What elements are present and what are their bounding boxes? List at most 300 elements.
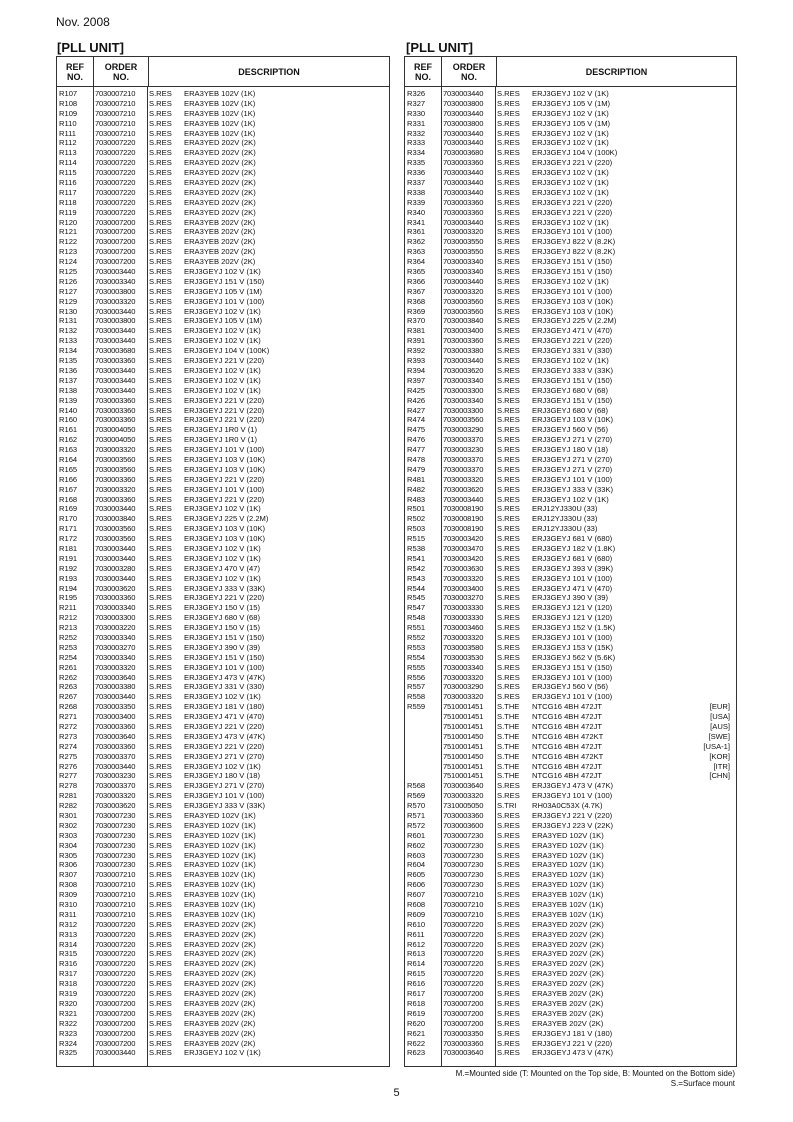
part-type-cell: S.RES: [149, 642, 172, 652]
ref-no-cell: R324: [59, 1038, 78, 1048]
region-cell: [343, 326, 389, 336]
ref-no-cell: R381: [407, 326, 426, 336]
table-row: [57, 415, 389, 425]
order-no-cell: 7030007210: [443, 890, 484, 900]
order-no-cell: 7030007210: [95, 89, 136, 98]
description-cell: ERJ3GEYJ 101 V (100): [184, 445, 265, 455]
ref-no-cell: R618: [407, 998, 426, 1008]
description-cell: ERJ3GEYJ 103 V (10K): [532, 296, 614, 306]
part-type-cell: S.RES: [497, 336, 520, 346]
region-cell: [343, 663, 389, 673]
part-type-cell: S.RES: [149, 692, 172, 702]
part-type-cell: S.RES: [497, 989, 520, 999]
part-type-cell: S.RES: [497, 543, 520, 553]
order-no-cell: 7030003620: [95, 801, 136, 811]
col-ref-header: [405, 57, 442, 86]
ref-no-cell: R213: [59, 623, 78, 633]
region-cell: [343, 336, 389, 346]
order-no-cell: 7030003330: [443, 613, 484, 623]
region-cell: [690, 524, 736, 534]
region-cell: [343, 831, 389, 841]
table-row: [57, 99, 389, 109]
ref-no-cell: R541: [407, 553, 426, 563]
table-row: [405, 435, 736, 445]
order-no-cell: 7030003800: [95, 316, 136, 326]
description-cell: ERA3YED 202V (2K): [184, 178, 256, 188]
region-cell: [343, 198, 389, 208]
order-no-cell: 7030007200: [95, 217, 136, 227]
part-type-cell: S.RES: [149, 850, 172, 860]
description-cell: ERA3YEB 202V (2K): [184, 998, 256, 1008]
region-cell: [690, 188, 736, 198]
table-row: [405, 791, 736, 801]
description-cell: ERA3YEB 202V (2K): [532, 989, 604, 999]
order-no-cell: 7510001451: [443, 761, 484, 771]
part-type-cell: S.RES: [497, 168, 520, 178]
region-cell: [343, 791, 389, 801]
description-cell: ERJ3GEYJ 151 V (150): [184, 652, 265, 662]
ref-no-cell: R160: [59, 415, 78, 425]
part-type-cell: S.RES: [149, 811, 172, 821]
table-row: [57, 435, 389, 445]
order-no-cell: 7030007220: [95, 989, 136, 999]
surface-mount-note: S.=Surface mount: [670, 1079, 735, 1088]
table-row: [57, 158, 389, 168]
part-type-cell: S.RES: [497, 464, 520, 474]
part-type-cell: S.RES: [149, 524, 172, 534]
description-cell: ERJ3GEYJ 150 V (15): [184, 603, 260, 613]
ref-no-cell: R172: [59, 534, 78, 544]
description-cell: ERJ3GEYJ 104 V (100K): [532, 148, 618, 158]
description-cell: ERA3YED 202V (2K): [184, 929, 256, 939]
description-cell: ERJ3GEYJ 103 V (10K): [532, 415, 614, 425]
region-cell: [343, 356, 389, 366]
description-cell: ERJ3GEYJ 221 V (220): [184, 415, 265, 425]
table-row: [405, 841, 736, 851]
description-cell: ERJ3GEYJ 221 V (220): [532, 207, 613, 217]
table-row: [57, 316, 389, 326]
order-no-cell: 7030007200: [443, 989, 484, 999]
ref-no-cell: R116: [59, 178, 77, 188]
part-type-cell: S.RES: [149, 405, 172, 415]
region-cell: [690, 267, 736, 277]
description-cell: ERA3YED 202V (2K): [184, 187, 256, 197]
region-cell: [343, 178, 389, 188]
ref-no-cell: R605: [407, 870, 426, 880]
table-row: [57, 198, 389, 208]
part-type-cell: S.RES: [149, 276, 172, 286]
ref-no-cell: R308: [59, 880, 78, 890]
part-type-cell: S.RES: [149, 445, 172, 455]
description-cell: ERJ3GEYJ 473 V (47K): [532, 781, 614, 791]
region-cell: [343, 534, 389, 544]
region-cell: [343, 455, 389, 465]
ref-no-cell: R139: [59, 395, 78, 405]
region-cell: [343, 732, 389, 742]
order-no-cell: 7030007200: [443, 1018, 484, 1028]
ref-no-cell: R339: [407, 197, 426, 207]
region-cell: [USA]: [710, 712, 730, 722]
region-cell: [343, 801, 389, 811]
table-row: [57, 801, 389, 811]
table-row: [57, 722, 389, 732]
table-row: [405, 663, 736, 673]
order-no-cell: 7030003320: [443, 573, 484, 583]
description-cell: ERA3YEB 102V (1K): [184, 909, 256, 919]
table-row: [57, 702, 389, 712]
footer-notes: [456, 1069, 735, 1089]
order-no-cell: 7030007220: [95, 929, 136, 939]
region-cell: [343, 1048, 389, 1058]
table-row: [57, 247, 389, 257]
region-cell: [343, 109, 389, 119]
part-type-cell: S.RES: [149, 702, 172, 712]
ref-no-cell: R123: [59, 247, 78, 257]
ref-no-cell: R315: [59, 949, 78, 959]
description-cell: ERA3YEB 102V (1K): [184, 118, 256, 128]
region-cell: [690, 633, 736, 643]
region-cell: [343, 870, 389, 880]
part-type-cell: S.RES: [149, 464, 172, 474]
col-ref-header: [57, 57, 94, 86]
order-no-cell: 7030003360: [95, 593, 136, 603]
order-no-cell: 7030003320: [443, 672, 484, 682]
description-cell: ERJ3GEYJ 102 V (1K): [532, 128, 609, 138]
table-row: [405, 297, 736, 307]
description-cell: ERA3YEB 202V (2K): [184, 217, 256, 227]
part-type-cell: S.RES: [497, 919, 520, 929]
order-no-cell: 7030003440: [443, 217, 484, 227]
order-no-cell: 7030003320: [443, 474, 484, 484]
part-type-cell: S.RES: [497, 998, 520, 1008]
order-no-cell: 7030003270: [95, 642, 136, 652]
ref-no-cell: R126: [59, 276, 78, 286]
order-no-cell: 7030007220: [95, 939, 136, 949]
description-cell: ERJ3GEYJ 102 V (1K): [532, 108, 609, 118]
ref-no-cell: R316: [59, 959, 78, 969]
ref-no-cell: R306: [59, 860, 78, 870]
description-cell: ERJ3GEYJ 225 V (2.2M): [532, 316, 617, 326]
part-type-cell: S.RES: [149, 108, 172, 118]
order-no-cell: 7030007220: [443, 929, 484, 939]
region-cell: [EUR]: [709, 702, 730, 712]
order-no-cell: 7030003340: [95, 276, 136, 286]
ref-no-cell: R108: [59, 98, 78, 108]
region-cell: [690, 860, 736, 870]
part-type-cell: S.RES: [497, 860, 520, 870]
region-cell: [690, 910, 736, 920]
region-cell: [343, 564, 389, 574]
table-row: [57, 593, 389, 603]
description-cell: ERJ3GEYJ 103 V (10K): [532, 306, 614, 316]
table-row: [57, 564, 389, 574]
description-cell: ERJ3GEYJ 101 V (100): [532, 227, 613, 237]
region-cell: [690, 307, 736, 317]
region-cell: [343, 653, 389, 663]
region-cell: [690, 346, 736, 356]
order-no-cell: 7510001451: [443, 702, 484, 712]
mounted-side-note: M.=Mounted side (T: Mounted on the Top side, B: Mounted on the Bottom side): [455, 1069, 735, 1078]
description-cell: ERA3YED 202V (2K): [184, 207, 256, 217]
ref-no-cell: R311: [59, 909, 77, 919]
ref-no-cell: R317: [59, 969, 78, 979]
description-cell: ERA3YED 102V (1K): [184, 820, 256, 830]
part-type-cell: S.RES: [149, 1028, 172, 1038]
part-type-cell: S.RES: [497, 98, 520, 108]
region-cell: [343, 821, 389, 831]
order-no-cell: 7030007200: [95, 1038, 136, 1048]
part-type-cell: S.RES: [149, 652, 172, 662]
order-no-cell: 7030003440: [443, 187, 484, 197]
region-cell: [690, 475, 736, 485]
order-no-cell: 7030003220: [95, 623, 136, 633]
order-no-cell: 7030003630: [443, 563, 484, 573]
description-cell: ERJ3GEYJ 101 V (100): [184, 296, 265, 306]
ref-no-cell: R169: [59, 504, 78, 514]
table-row: [405, 208, 736, 218]
region-cell: [690, 870, 736, 880]
description-cell: ERJ3GEYJ 221 V (220): [184, 741, 265, 751]
order-no-cell: 7510001450: [443, 731, 484, 741]
ref-no-cell: R335: [407, 158, 426, 168]
part-type-cell: S.RES: [497, 494, 520, 504]
part-type-cell: S.RES: [497, 326, 520, 336]
description-cell: ERJ3GEYJ 102 V (1K): [532, 168, 609, 178]
description-cell: ERA3YEB 102V (1K): [532, 900, 604, 910]
ref-no-cell: R171: [59, 524, 78, 534]
region-cell: [343, 702, 389, 712]
table-row: [405, 247, 736, 257]
description-cell: ERA3YEB 202V (2K): [184, 237, 256, 247]
ref-no-cell: R263: [59, 682, 78, 692]
part-type-cell: S.RES: [149, 751, 172, 761]
description-cell: ERJ3GEYJ 102 V (1K): [184, 306, 261, 316]
order-no-cell: 7030003370: [443, 435, 484, 445]
part-type-cell: S.RES: [149, 138, 172, 148]
ref-no-cell: R277: [59, 771, 78, 781]
region-cell: [343, 396, 389, 406]
part-type-cell: S.RES: [149, 791, 172, 801]
table-row: [405, 880, 736, 890]
ref-no-cell: R568: [407, 781, 426, 791]
order-no-cell: 7030003440: [95, 306, 136, 316]
table-row: [405, 475, 736, 485]
part-type-cell: S.RES: [149, 573, 172, 583]
table-row: [57, 534, 389, 544]
part-type-cell: S.THE: [497, 741, 520, 751]
ref-no-cell: R307: [59, 870, 78, 880]
order-no-cell: 7030003560: [95, 524, 136, 534]
table-row: [405, 396, 736, 406]
col-order-label: ORDER NO.: [452, 61, 486, 82]
order-no-cell: 7030003360: [95, 722, 136, 731]
table-row: [405, 979, 736, 989]
part-type-cell: S.RES: [497, 830, 520, 840]
part-type-cell: S.RES: [149, 267, 172, 277]
ref-no-cell: R611: [407, 929, 425, 939]
region-cell: [343, 1009, 389, 1019]
region-cell: [690, 791, 736, 801]
part-type-cell: S.RES: [497, 939, 520, 949]
description-cell: ERJ3GEYJ 271 V (270): [532, 435, 613, 445]
order-no-cell: 7030003360: [443, 197, 484, 207]
part-type-cell: S.RES: [497, 1048, 520, 1058]
ref-no-cell: R553: [407, 642, 426, 652]
order-no-cell: 7030007200: [443, 998, 484, 1008]
part-type-cell: S.RES: [497, 692, 520, 702]
order-no-cell: 7030003300: [95, 613, 136, 623]
region-cell: [690, 158, 736, 168]
region-cell: [343, 613, 389, 623]
description-cell: ERJ3GEYJ 221 V (220): [184, 356, 265, 366]
order-no-cell: 7030003300: [443, 405, 484, 415]
table-row: [405, 603, 736, 613]
region-cell: [343, 959, 389, 969]
description-cell: ERA3YEB 202V (2K): [184, 1028, 256, 1038]
region-cell: [343, 930, 389, 940]
ref-no-cell: R333: [407, 138, 426, 148]
table-row: [57, 732, 389, 742]
part-type-cell: S.RES: [149, 237, 172, 247]
description-cell: ERA3YEB 202V (2K): [184, 1008, 256, 1018]
region-cell: [690, 504, 736, 514]
region-cell: [690, 1029, 736, 1039]
region-cell: [343, 406, 389, 416]
ref-no-cell: R135: [59, 356, 78, 366]
region-cell: [343, 593, 389, 603]
ref-no-cell: R545: [407, 593, 426, 603]
region-cell: [690, 564, 736, 574]
description-cell: ERA3YED 102V (1K): [184, 850, 256, 860]
order-no-cell: 7030003370: [95, 781, 136, 791]
region-cell: [343, 435, 389, 445]
description-cell: ERJ3GEYJ 151 V (150): [532, 395, 613, 405]
ref-no-cell: R325: [59, 1048, 78, 1058]
part-type-cell: S.RES: [149, 632, 172, 642]
ref-no-cell: R330: [407, 108, 426, 118]
ref-no-cell: R616: [407, 979, 426, 989]
table-row: [57, 237, 389, 247]
order-no-cell: 7030003560: [95, 454, 136, 464]
part-type-cell: S.RES: [149, 385, 172, 395]
region-cell: [SWE]: [708, 731, 730, 741]
region-cell: [690, 959, 736, 969]
ref-no-cell: R326: [407, 89, 426, 98]
description-cell: ERJ3GEYJ 151 V (150): [184, 632, 265, 642]
part-type-cell: S.RES: [497, 187, 520, 197]
region-cell: [343, 188, 389, 198]
description-cell: ERA3YED 202V (2K): [532, 949, 604, 959]
description-cell: ERJ3GEYJ 473 V (47K): [184, 672, 266, 682]
ref-no-cell: R620: [407, 1018, 426, 1028]
ref-no-cell: R125: [59, 267, 78, 277]
region-cell: [690, 831, 736, 841]
region-cell: [690, 811, 736, 821]
order-no-cell: 7030003840: [95, 514, 136, 524]
part-type-cell: S.RES: [149, 326, 172, 336]
region-cell: [690, 880, 736, 890]
region-cell: [690, 99, 736, 109]
part-type-cell: S.RES: [149, 593, 172, 603]
ref-no-cell: [405, 752, 441, 762]
table-row: [405, 455, 736, 465]
table-row: [57, 940, 389, 950]
description-cell: ERJ3GEYJ 221 V (220): [184, 593, 265, 603]
description-cell: ERJ3GEYJ 560 V (56): [532, 682, 608, 692]
table-row: [57, 376, 389, 386]
description-cell: ERA3YED 202V (2K): [184, 979, 256, 989]
ref-no-cell: R501: [407, 504, 426, 514]
order-no-cell: 7030003440: [443, 168, 484, 178]
part-type-cell: S.RES: [497, 227, 520, 237]
region-cell: [690, 801, 736, 811]
region-cell: [343, 673, 389, 683]
ref-no-cell: R164: [59, 454, 78, 464]
order-no-cell: 7030003340: [443, 395, 484, 405]
table-row: [57, 920, 389, 930]
order-no-cell: 7030003320: [443, 791, 484, 801]
region-cell: [343, 1039, 389, 1049]
table-row: [405, 732, 736, 742]
part-type-cell: S.RES: [149, 553, 172, 563]
region-cell: [690, 277, 736, 287]
description-cell: ERJ3GEYJ 471 V (470): [532, 326, 613, 336]
description-cell: ERJ3GEYJ 681 V (680): [532, 534, 613, 544]
part-type-cell: S.RES: [149, 178, 172, 188]
order-no-cell: 7030003360: [443, 811, 484, 821]
ref-no-cell: R502: [407, 514, 426, 524]
part-type-cell: S.RES: [149, 603, 172, 613]
part-type-cell: S.RES: [149, 247, 172, 257]
table-row: [405, 198, 736, 208]
region-cell: [343, 168, 389, 178]
part-type-cell: S.RES: [149, 118, 172, 128]
region-cell: [690, 129, 736, 139]
table-row: [57, 851, 389, 861]
order-no-cell: 7030007210: [443, 900, 484, 910]
table-row: [57, 218, 389, 228]
table-row: [405, 564, 736, 574]
part-type-cell: S.RES: [149, 98, 172, 108]
table-row: [405, 1048, 736, 1058]
table-row: [57, 1009, 389, 1019]
order-no-cell: 7030007220: [95, 207, 136, 217]
region-cell: [343, 158, 389, 168]
description-cell: NTCG16 4BH 472JT: [532, 771, 603, 781]
table-row: [405, 316, 736, 326]
part-type-cell: S.RES: [149, 454, 172, 464]
part-type-cell: S.RES: [497, 237, 520, 247]
order-no-cell: 7030007220: [95, 138, 136, 148]
order-no-cell: 7030007220: [443, 919, 484, 929]
ref-no-cell: R557: [407, 682, 426, 692]
order-no-cell: 7030007200: [95, 998, 136, 1008]
table-row: [57, 643, 389, 653]
order-no-cell: 7030003380: [95, 682, 136, 692]
order-no-cell: 7030007210: [443, 909, 484, 919]
part-type-cell: S.RES: [149, 197, 172, 207]
description-cell: ERJ3GEYJ 473 V (47K): [184, 731, 266, 741]
right-table-body: [405, 86, 736, 1066]
order-no-cell: 7310005050: [443, 801, 484, 811]
ref-no-cell: R610: [407, 919, 426, 929]
description-cell: NTCG16 4BH 472JT: [532, 712, 603, 722]
order-no-cell: 7030003400: [443, 326, 484, 336]
part-type-cell: S.RES: [149, 741, 172, 751]
description-cell: ERJ3GEYJ 103 V (10K): [184, 534, 266, 544]
ref-no-cell: R253: [59, 642, 78, 652]
region-cell: [690, 406, 736, 416]
